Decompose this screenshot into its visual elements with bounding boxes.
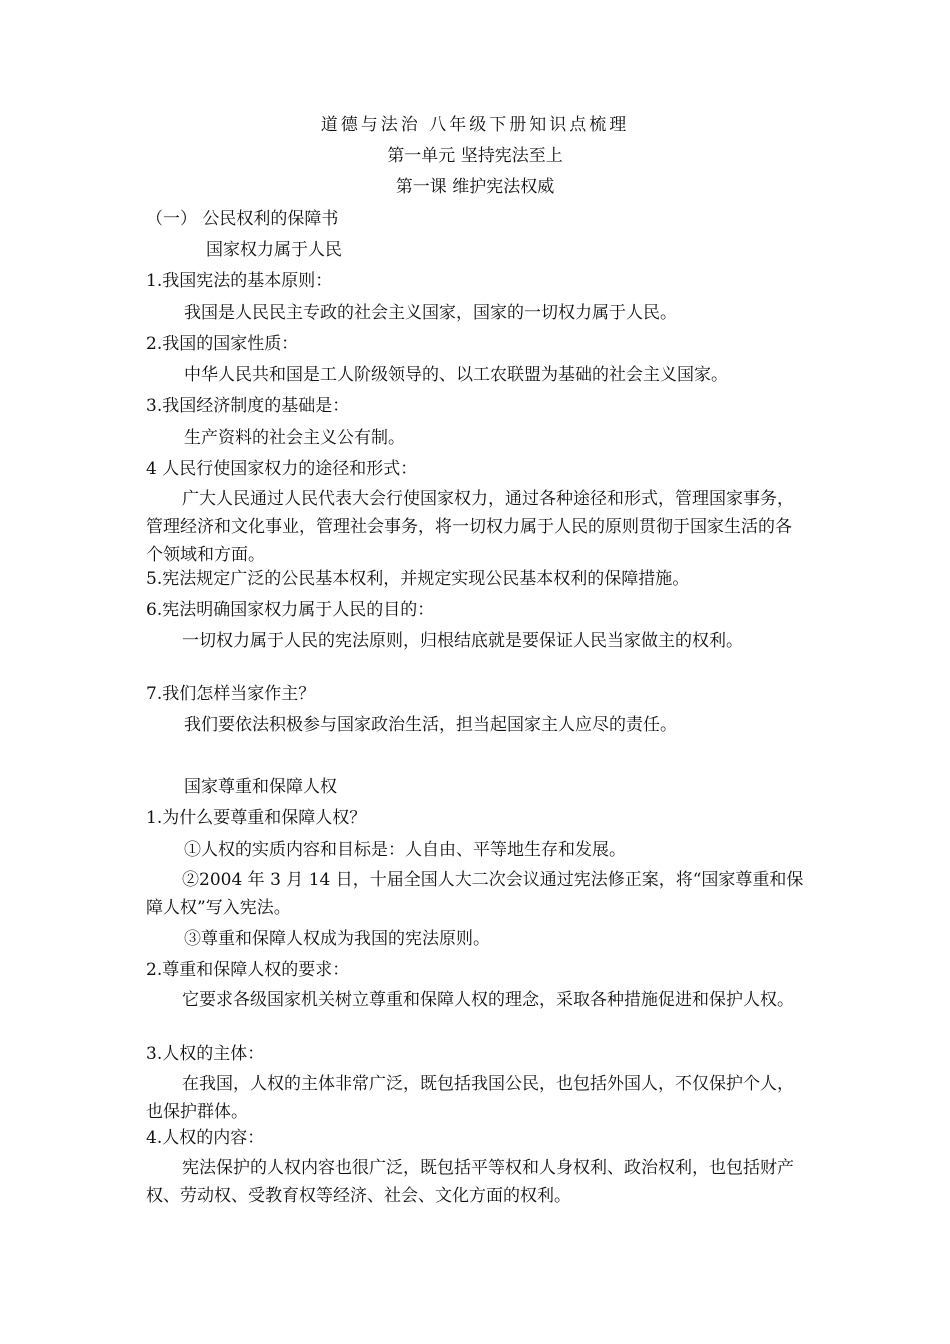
answer: ①人权的实质内容和目标是：人自由、平等地生存和发展。 xyxy=(184,840,626,860)
question: 4.人权的内容： xyxy=(146,1128,265,1148)
question: 2.尊重和保障人权的要求： xyxy=(146,960,350,980)
question: 5.宪法规定广泛的公民基本权利，并规定实现公民基本权利的保障措施。 xyxy=(146,569,690,589)
answer: 它要求各级国家机关树立尊重和保障人权的理念，采取各种措施促进和保护人权。 xyxy=(182,990,794,1010)
answer: ③尊重和保障人权成为我国的宪法原则。 xyxy=(184,929,490,949)
question: 2.我国的国家性质： xyxy=(146,334,299,354)
question: 3.我国经济制度的基础是： xyxy=(146,396,350,416)
subsection-heading: 国家权力属于人民 xyxy=(206,240,342,260)
answer: 广大人民通过人民代表大会行使国家权力，通过各种途径和形式，管理国家事务，管理经济和文化事业，管理社会事务，将一切权力属于人民的原则贯彻于国家生活的各个领域和方面。 xyxy=(146,489,794,565)
section-heading: （一） 公民权利的保障书 xyxy=(146,209,339,229)
answer: 中华人民共和国是工人阶级领导的、以工农联盟为基础的社会主义国家。 xyxy=(184,365,728,385)
question: 7.我们怎样当家作主？ xyxy=(146,684,316,704)
lesson-title: 第一课 维护宪法权威 xyxy=(395,177,555,197)
subsection-heading: 国家尊重和保障人权 xyxy=(184,777,337,797)
answer: 生产资料的社会主义公有制。 xyxy=(184,428,405,448)
question: 6.宪法明确国家权力属于人民的目的： xyxy=(146,600,435,620)
question: 1.为什么要尊重和保障人权？ xyxy=(146,808,367,828)
answer: 一切权力属于人民的宪法原则，归根结底就是要保证人民当家做主的权利。 xyxy=(182,631,743,651)
answer: 宪法保护的人权内容也很广泛，既包括平等权和人身权利、政治权利，也包括财产权、劳动权、受教育权等经济、社会、文化方面的权利。 xyxy=(146,1158,794,1206)
answer: 我国是人民民主专政的社会主义国家，国家的一切权力属于人民。 xyxy=(184,303,677,323)
document-title: 道德与法治 八年级下册知识点梳理 xyxy=(320,115,630,135)
answer: ②2004 年 3 月 14 日，十届全国人大二次会议通过宪法修正案，将“国家尊重和保障人权”写入宪法。 xyxy=(146,870,804,918)
answer: 我们要依法积极参与国家政治生活，担当起国家主人应尽的责任。 xyxy=(184,715,677,735)
question: 4 人民行使国家权力的途径和形式： xyxy=(146,459,418,479)
unit-title: 第一单元 坚持宪法至上 xyxy=(387,146,563,166)
question: 3.人权的主体： xyxy=(146,1044,265,1064)
answer: 在我国，人权的主体非常广泛，既包括我国公民，也包括外国人，不仅保护个人，也保护群体。 xyxy=(146,1074,794,1122)
question: 1.我国宪法的基本原则： xyxy=(146,271,333,291)
